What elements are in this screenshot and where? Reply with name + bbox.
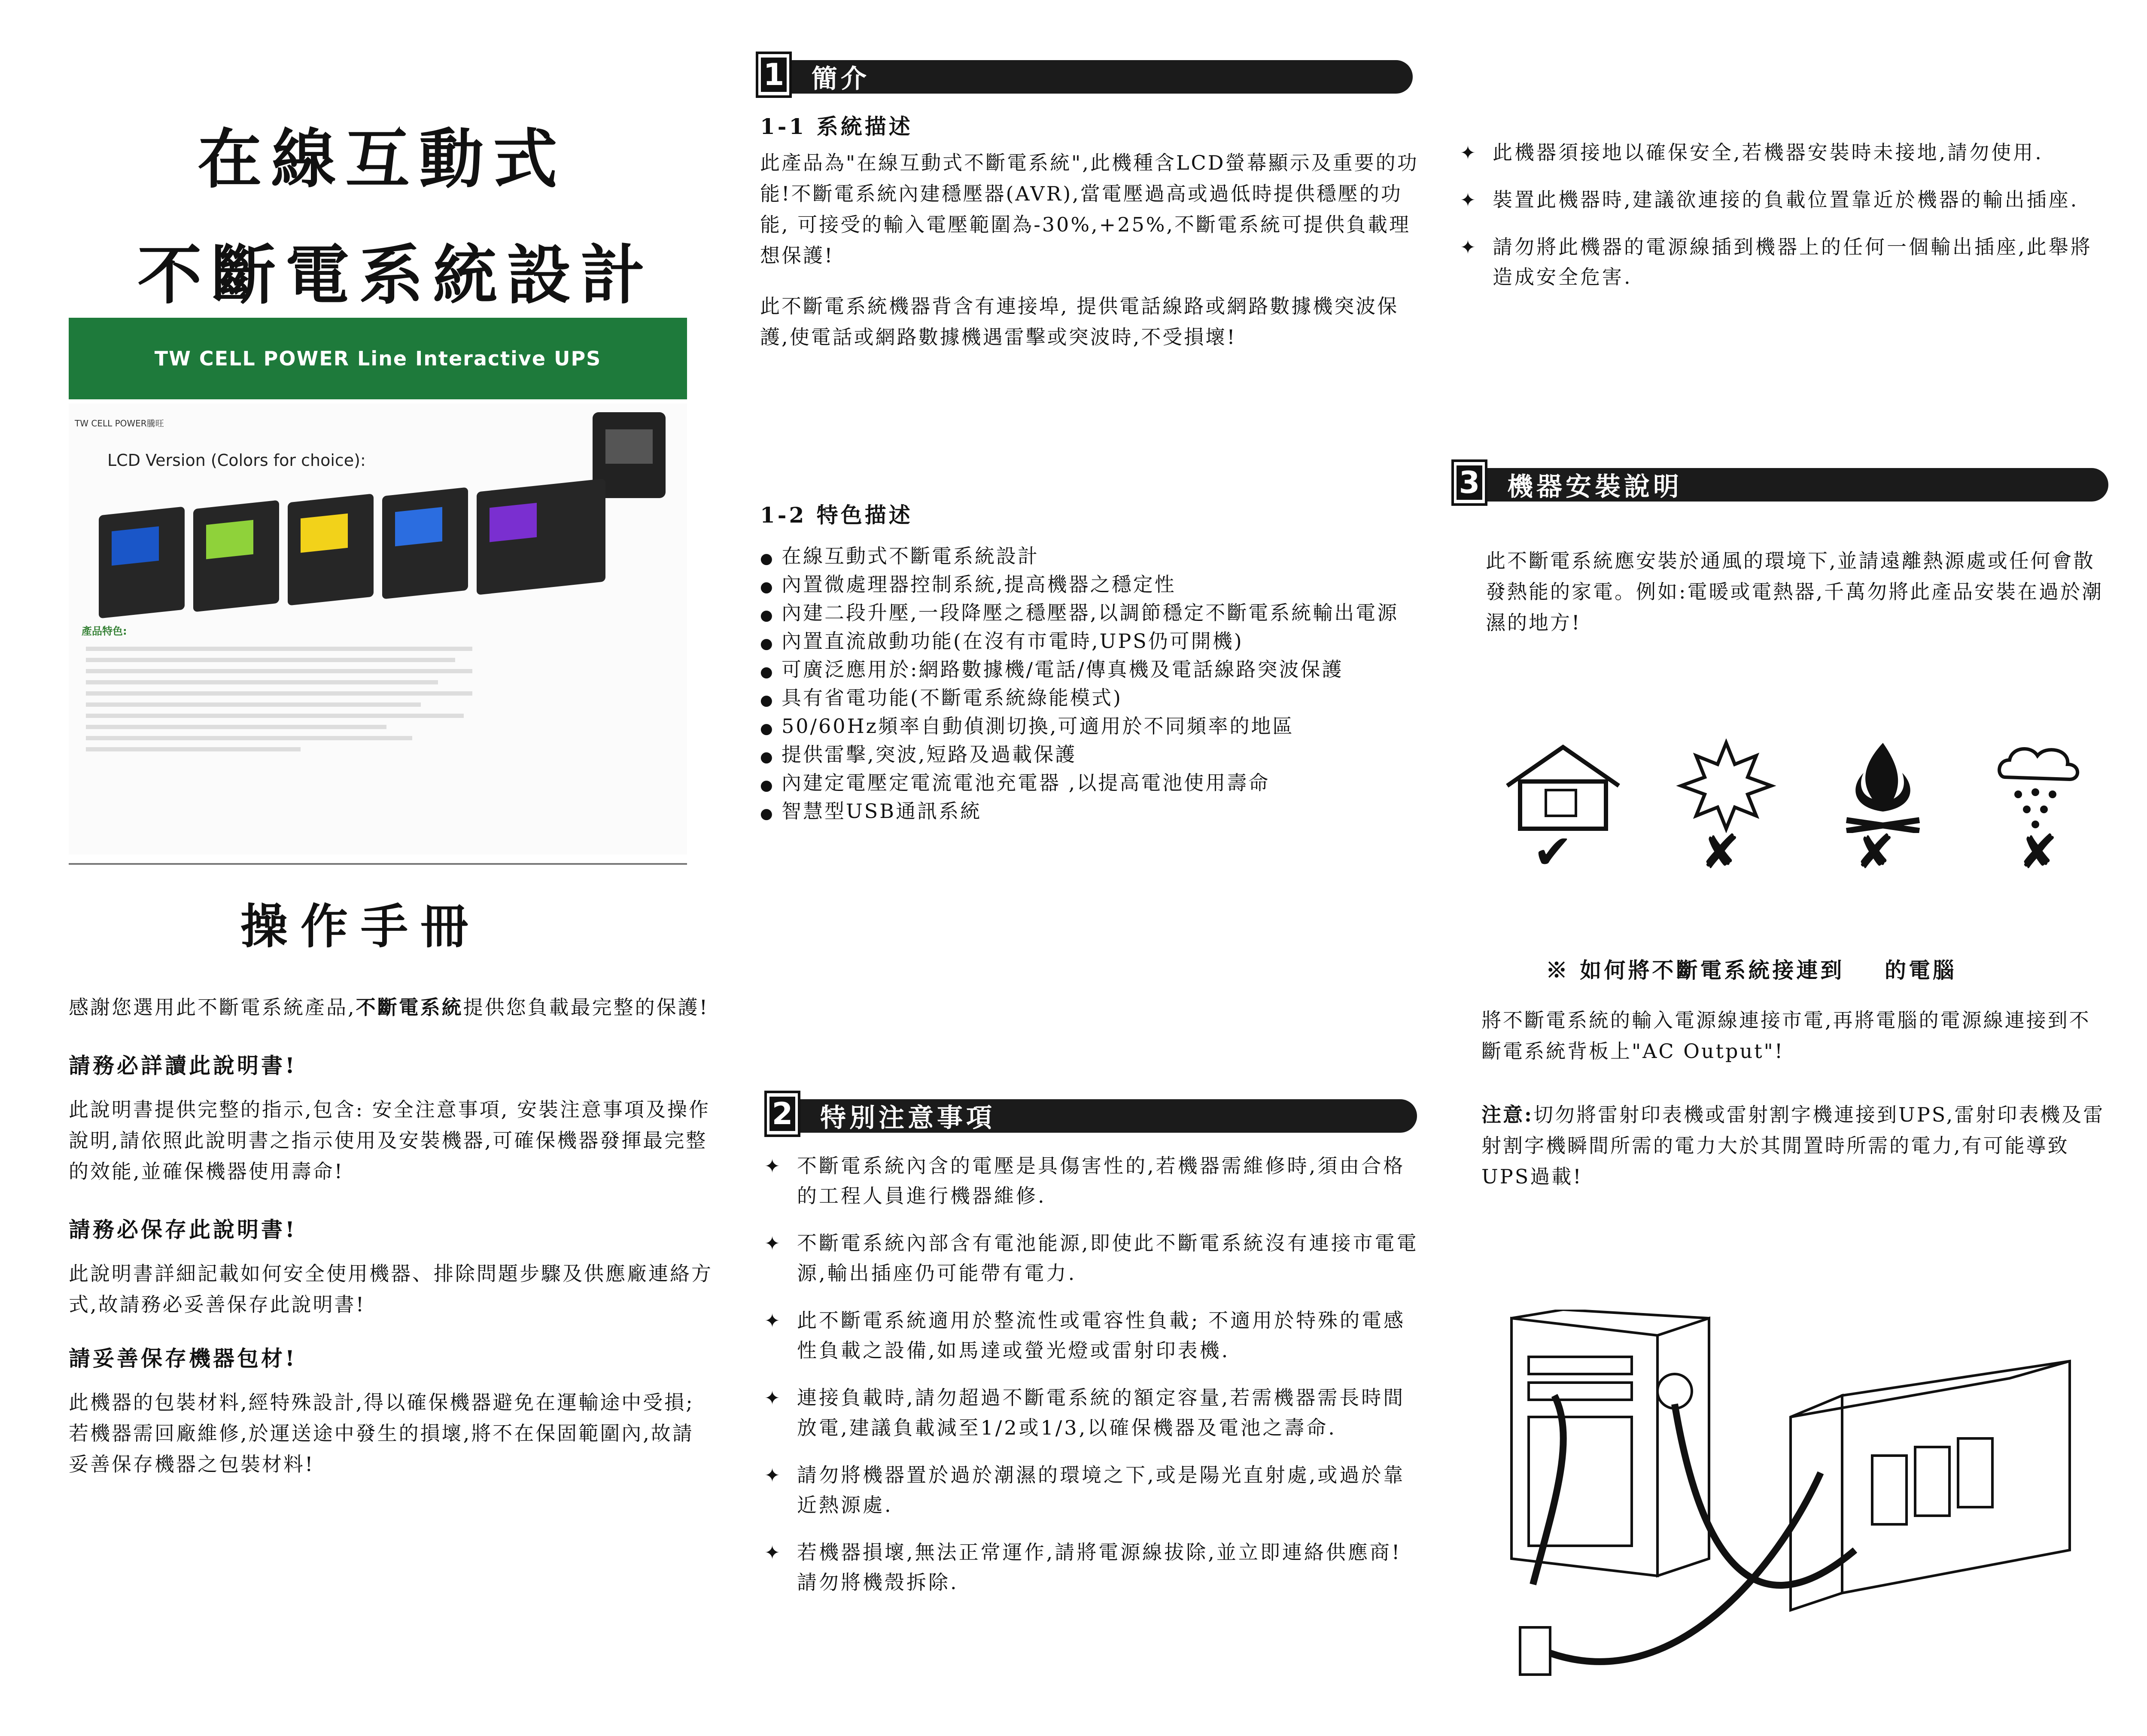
feature-item: ● 內建二段升壓,一段降壓之穩壓器,以調節穩定不斷電系統輸出電源 — [760, 599, 1421, 627]
section3-header — [1451, 465, 2108, 502]
install-notes — [1460, 137, 2113, 292]
feature-item: ● 內置直流啟動功能(在沒有市電時,UPS仍可開機) — [760, 627, 1421, 655]
caution-item: ✦ 請勿將機器置於過於潮濕的環境之下,或是陽光直射處,或過於靠近熱源處. — [764, 1460, 1421, 1520]
cover-divider — [69, 863, 687, 865]
no-mark: ✘ — [1700, 824, 1740, 879]
feature-item: ● 內置微處理器控制系統,提高機器之穩定性 — [760, 570, 1421, 599]
section1-header — [756, 57, 1413, 94]
ups-purple-unit — [477, 478, 605, 595]
caution-item: ✦ 不斷電系統內部含有電池能源,即使此不斷電系統沒有連接市電電源,輸出插座仍可能帶有電力. — [764, 1228, 1421, 1288]
section3-body — [1486, 545, 2104, 638]
features-label: 產品特色: — [82, 625, 127, 637]
warning-label: 注意: — [1481, 1103, 1533, 1126]
feature-item: ● 50/60Hz頻率自動偵測切換,可適用於不同頻率的地區 — [760, 712, 1421, 740]
section2-body — [764, 1151, 1421, 1614]
fire-icon — [1834, 734, 1932, 833]
ups-blue-unit — [99, 506, 185, 618]
lcd-version-label: LCD Version (Colors for choice): — [107, 451, 366, 470]
section2-header — [764, 1096, 1417, 1133]
note-item: ✦ 此機器須接地以確保安全,若機器安裝時未接地,請勿使用. — [1460, 137, 2113, 167]
desc1: 此產品為"在線互動式不斷電系統",此機種含LCD螢幕顯示及重要的功能!不斷電系統內建穩壓器(AVR),當電壓過高或過低時提供穩壓的功能, 可接受的輸入電壓範圍為-30%,+25%,不斷電系統可提供負載理想保護! — [760, 151, 1419, 267]
feature-item: ● 可廣泛應用於:網路數據機/電話/傳真機及電話線路突波保護 — [760, 655, 1421, 684]
note-item: ✦ 裝置此機器時,建議欲連接的負載位置靠近於機器的輸出插座. — [1460, 185, 2113, 215]
connect-head: ※ 如何將不斷電系統接連到 的電腦 — [1546, 958, 1957, 983]
cover-title-line2: 不斷電系統設計 — [137, 237, 655, 313]
feature-item: ● 具有省電功能(不斷電系統綠能模式) — [760, 684, 1421, 712]
warning-paragraph — [1481, 1099, 2113, 1192]
read-body: 此說明書提供完整的指示,包含: 安全注意事項, 安裝注意事項及操作說明,請依照此說明書之指示使用及安裝機器,可確保機器發揮最完整的效能,並確保機器使用壽命! — [69, 1098, 710, 1183]
feature-item: ● 智慧型USB通訊系統 — [760, 797, 1421, 825]
house-icon — [1499, 739, 1627, 833]
feature-lines-small — [86, 640, 515, 758]
thanks-c: 提供您負載最完整的保護! — [463, 996, 709, 1019]
section2-title: 特別注意事項 — [820, 1103, 995, 1133]
feature-item: ● 在線互動式不斷電系統設計 — [760, 542, 1421, 570]
feature-list — [760, 542, 1421, 825]
sun-heat-icon — [1675, 739, 1778, 833]
feature-item: ● 提供雷擊,突波,短路及過載保護 — [760, 740, 1421, 769]
connect-body: 將不斷電系統的輸入電源線連接市電,再將電腦的電源線連接到不斷電系統背板上"AC Output"! — [1481, 1009, 2091, 1063]
brand-small: TW CELL POWER騰旺 — [75, 418, 164, 429]
sub1-head: 1-1 系統描述 — [760, 114, 913, 139]
section2-number: 2 — [764, 1091, 800, 1137]
column3-notes — [1460, 137, 2113, 309]
product-photo-area — [69, 404, 687, 854]
thanks-a: 感謝您選用此不斷電系統產品, — [69, 996, 356, 1019]
caution-item: ✦ 連接負載時,請勿超過不斷電系統的額定容量,若需機器需長時間放電,建議負載減至1/2或1/3,以確保機器及電池之壽命. — [764, 1383, 1421, 1443]
thanks-b: 不斷電系統 — [356, 996, 463, 1019]
section1-number: 1 — [756, 52, 792, 98]
banner-text: TW CELL POWER Line Interactive UPS — [154, 347, 602, 370]
cover-text-block — [69, 992, 713, 1480]
ok-mark: ✔ — [1533, 824, 1573, 879]
warning-text — [1481, 1099, 2113, 1192]
desc2: 此不斷電系統機器背含有連接埠, 提供電話線路或網路數據機突波保護,使電話或網路數據機遇雷擊或突波時,不受損壞! — [760, 295, 1399, 349]
rain-icon — [1988, 739, 2091, 833]
ups-blue2-unit — [382, 487, 468, 599]
warning-body: 切勿將雷射印表機或雷射割字機連接到UPS,雷射印表機及雷射割字機瞬間所需的電力大於其閒置時所需的電力,有可能導致UPS過載! — [1481, 1103, 2105, 1188]
install-body: 此不斷電系統應安裝於通風的環境下,並請遠離熱源處或任何會散發熱能的家電。例如:電暖或電熱器,千萬勿將此產品安裝在過於潮濕的地方! — [1486, 549, 2104, 634]
section1-body — [760, 109, 1421, 353]
caution-item: ✦ 若機器損壞,無法正常運作,請將電源線拔除,並立即連絡供應商!請勿將機殼拆除. — [764, 1537, 1421, 1597]
sub2-head: 1-2 特色描述 — [760, 502, 913, 528]
pack-head: 請妥善保存機器包材! — [69, 1346, 297, 1371]
thanks-text — [69, 992, 713, 1023]
ups-green-unit — [193, 500, 279, 612]
product-banner — [69, 318, 687, 399]
section3-title: 機器安裝說明 — [1507, 472, 1682, 502]
no-mark: ✘ — [1855, 824, 1895, 879]
ups-yellow-unit — [288, 493, 374, 605]
feature-item: ● 內建定電壓定電流電池充電器 ,以提高電池使用壽命 — [760, 769, 1421, 797]
no-mark: ✘ — [2018, 824, 2058, 879]
section1-title: 簡介 — [812, 64, 870, 94]
connect-text — [1481, 1005, 2104, 1067]
keep-body: 此說明書詳細記載如何安全使用機器、排除問題步驟及供應廠連絡方式,故請務必妥善保存此說明書! — [69, 1262, 713, 1316]
caution-list — [764, 1151, 1421, 1597]
keep-head: 請務必保存此說明書! — [69, 1217, 297, 1242]
caution-item: ✦ 不斷電系統內含的電壓是具傷害性的,若機器需維修時,須由合格的工程人員進行機器維修. — [764, 1151, 1421, 1211]
pc-ups-connection-illustration — [1503, 1310, 2104, 1687]
read-head: 請務必詳讀此說明書! — [69, 1053, 297, 1078]
section1-features — [760, 498, 1421, 825]
cover-title-line1: 在線互動式 — [198, 122, 567, 197]
section3-number: 3 — [1451, 459, 1487, 506]
caution-item: ✦ 此不斷電系統適用於整流性或電容性負載; 不適用於特殊的電感性負載之設備,如馬達或螢光燈或雷射印表機. — [764, 1305, 1421, 1365]
note-item: ✦ 請勿將此機器的電源線插到機器上的任何一個輸出插座,此舉將造成安全危害. — [1460, 232, 2113, 292]
manual-title: 操作手冊 — [240, 899, 481, 954]
pack-body: 此機器的包裝材料,經特殊設計,得以確保機器避免在運輸途中受損;若機器需回廠維修,於運送途中發生的損壞,將不在保固範圍內,故請妥善保存機器之包裝材料! — [69, 1391, 694, 1476]
